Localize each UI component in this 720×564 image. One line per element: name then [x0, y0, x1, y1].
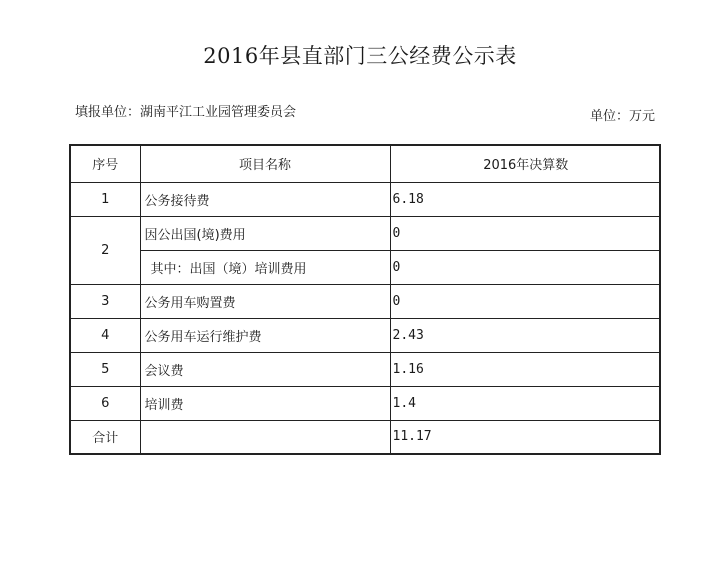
table-row: [70, 250, 660, 284]
row-item-name: 因公出国(境)费用: [140, 216, 390, 250]
row-value: 0: [390, 284, 660, 318]
table-row: [70, 284, 660, 318]
row-seq: 4: [70, 318, 140, 352]
page-title: 2016年县直部门三公经费公示表: [203, 44, 517, 68]
header-seq: 序号: [70, 145, 140, 182]
row-value: 1.4: [390, 386, 660, 420]
row-item-name: 其中：出国（境）培训费用: [140, 250, 390, 284]
row-seq: 2: [70, 216, 140, 284]
expense-table: [69, 144, 661, 455]
table-row: [70, 318, 660, 352]
row-value: 0: [390, 250, 660, 284]
total-item-name: [140, 420, 390, 454]
table-row: [70, 386, 660, 420]
table-row: [70, 182, 660, 216]
table-total-row: [70, 420, 660, 454]
row-item-name: 公务接待费: [140, 182, 390, 216]
row-seq: 3: [70, 284, 140, 318]
row-value: 1.16: [390, 352, 660, 386]
row-item-name: 公务用车运行维护费: [140, 318, 390, 352]
row-value: 6.18: [390, 182, 660, 216]
row-seq: 5: [70, 352, 140, 386]
currency-unit: 单位：万元: [590, 109, 656, 124]
row-item-name: 公务用车购置费: [140, 284, 390, 318]
table-header-row: [70, 145, 660, 182]
table-row: [70, 216, 660, 250]
header-item-name: 项目名称: [140, 145, 390, 182]
row-item-name: 培训费: [140, 386, 390, 420]
row-seq: 1: [70, 182, 140, 216]
total-value: 11.17: [390, 420, 660, 454]
row-value: 0: [390, 216, 660, 250]
total-label: 合计: [70, 420, 140, 454]
row-item-name: 会议费: [140, 352, 390, 386]
row-seq: 6: [70, 386, 140, 420]
row-value: 2.43: [390, 318, 660, 352]
table-row: [70, 352, 660, 386]
filing-unit: 填报单位：湖南平江工业园管理委员会: [75, 105, 297, 120]
header-value: 2016年决算数: [390, 145, 660, 182]
